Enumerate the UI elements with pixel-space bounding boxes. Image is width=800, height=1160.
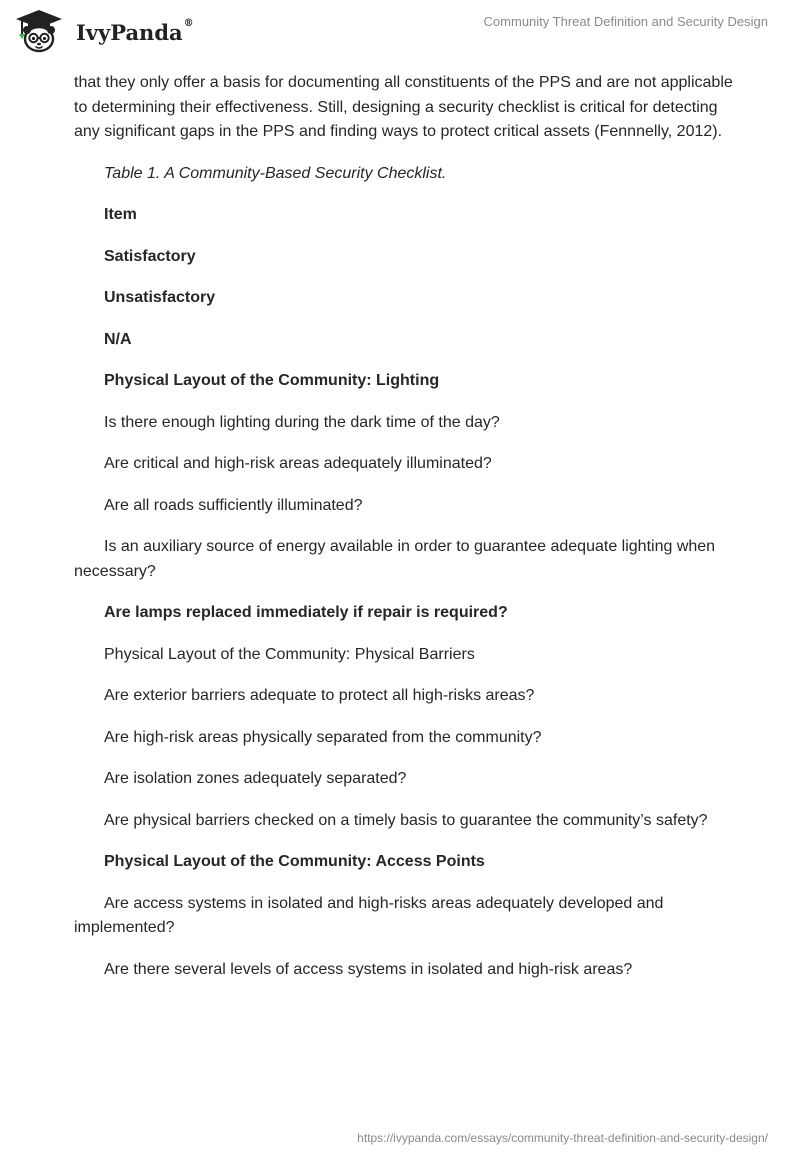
- ivypanda-logo[interactable]: [14, 8, 204, 54]
- paragraph: Is an auxiliary source of energy available in order to guarantee adequate lighting when necessary?: [74, 538, 716, 580]
- paragraph: Are isolation zones adequately separated?: [104, 770, 407, 787]
- essay-body: [74, 71, 734, 999]
- brand-name: IvyPanda®: [76, 18, 194, 45]
- paragraph: Are all roads sufficiently illuminated?: [104, 496, 363, 514]
- paragraph: Are exterior barriers adequate to protect all high-risks areas?: [104, 687, 535, 704]
- table-caption: Table 1. A Community-Based Security Checklist.: [104, 164, 447, 182]
- document-title: Community Threat Definition and Security Design: [483, 14, 768, 29]
- paragraph: Are physical barriers checked on a timely basis to guarantee the community’s safety?: [104, 811, 708, 829]
- paragraph: Are access systems in isolated and high-risks areas adequately developed and implemented?: [74, 894, 664, 936]
- paragraph: Are critical and high-risk areas adequately illuminated?: [104, 455, 492, 472]
- bold-heading: Physical Layout of the Community: Lighting: [104, 372, 440, 389]
- bold-heading: Unsatisfactory: [104, 289, 216, 306]
- source-url[interactable]: https://ivypanda.com/essays/community-threat-definition-and-security-design/: [357, 1131, 768, 1145]
- paragraph: that they only offer a basis for documenting all constituents of the PPS and are not applicable to determining their effectiveness. Still, designing a security checklist is critical for detecting any significant gaps in the PPS and finding ways to protect critical assets (Fennnelly, 2012).: [74, 74, 733, 140]
- bold-heading: Physical Layout of the Community: Access Points: [104, 853, 485, 870]
- bold-heading: N/A: [104, 330, 132, 348]
- bold-heading: Are lamps replaced immediately if repair is required?: [104, 604, 508, 621]
- paragraph: Are high-risk areas physically separated from the community?: [104, 728, 542, 746]
- panda-graduate-icon: [14, 8, 64, 54]
- bold-heading: Item: [104, 206, 137, 223]
- paragraph: Physical Layout of the Community: Physical Barriers: [104, 645, 475, 663]
- paragraph: Are there several levels of access systems in isolated and high-risk areas?: [104, 960, 633, 978]
- bold-heading: Satisfactory: [104, 247, 196, 265]
- page-header: [0, 0, 800, 62]
- paragraph: Is there enough lighting during the dark time of the day?: [104, 413, 500, 431]
